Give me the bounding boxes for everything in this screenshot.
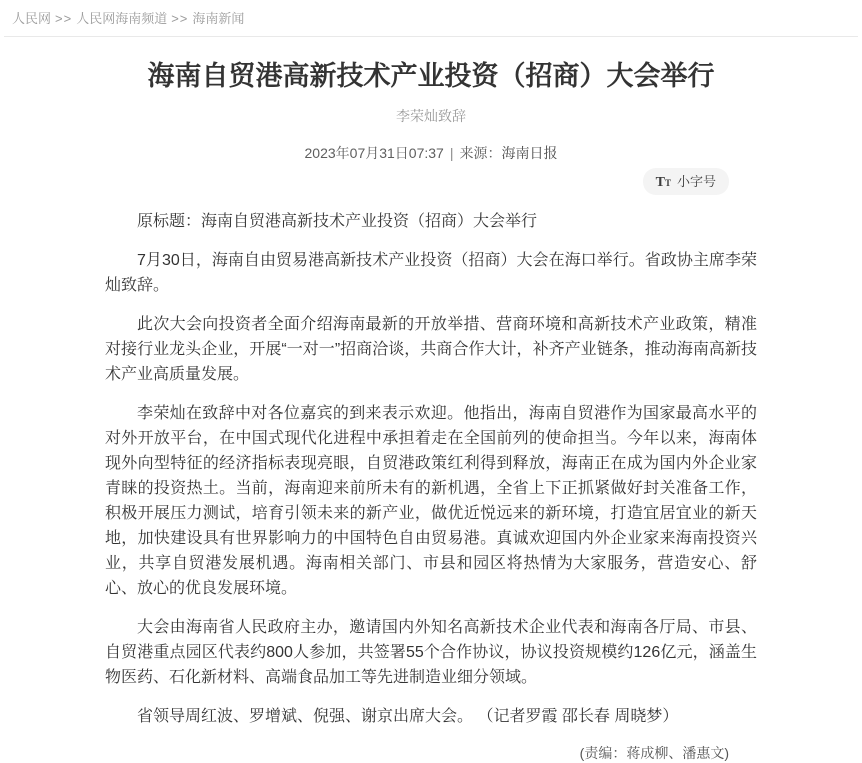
article-paragraph-original-title: 原标题：海南自贸港高新技术产业投资（招商）大会举行 bbox=[137, 213, 538, 230]
breadcrumb-separator: >> bbox=[171, 11, 189, 26]
font-size-button[interactable] bbox=[643, 168, 729, 195]
source-link[interactable]: 海南日报 bbox=[501, 145, 558, 161]
article-body bbox=[105, 209, 757, 729]
font-size-label: 小字号 bbox=[676, 174, 716, 189]
toolbar bbox=[105, 168, 757, 195]
breadcrumb bbox=[4, 0, 858, 37]
font-size-icon: T bbox=[655, 175, 665, 190]
breadcrumb-link-peoples-daily[interactable]: 人民网 bbox=[12, 11, 52, 26]
article-paragraph: 省领导周红波、罗增斌、倪强、谢京出席大会。 （记者罗霞 邵长春 周晓梦） bbox=[137, 708, 679, 725]
meta-separator: | bbox=[449, 145, 454, 161]
article-paragraph: 大会由海南省人民政府主办，邀请国内外知名高新技术企业代表和海南各厅局、市县、自贸港重点园区代表约800人参加，共签署55个合作协议，协议投资规模约126亿元，涵盖生物医药、石化新材料、高端食品加工等先进制造业细分领域。 bbox=[105, 619, 757, 686]
publish-date: 2023年07月31日07:37 bbox=[304, 145, 444, 161]
page-title: 海南自贸港高新技术产业投资（招商）大会举行 bbox=[147, 61, 715, 91]
article-meta bbox=[105, 143, 757, 163]
font-size-icon: T bbox=[664, 178, 671, 188]
breadcrumb-separator: >> bbox=[55, 11, 73, 26]
editor-note: (责编：蒋成柳、潘惠文) bbox=[579, 745, 729, 761]
article-paragraph: 此次大会向投资者全面介绍海南最新的开放举措、营商环境和高新技术产业政策，精准对接行业龙头企业，开展“一对一”招商洽谈，共商合作大计，补齐产业链条，推动海南高新技术产业高质量发展。 bbox=[105, 316, 757, 383]
article-container bbox=[105, 59, 757, 763]
breadcrumb-link-hainan-channel[interactable]: 人民网海南频道 bbox=[76, 11, 168, 26]
article-paragraph: 7月30日，海南自由贸易港高新技术产业投资（招商）大会在海口举行。省政协主席李荣灿致辞。 bbox=[105, 252, 757, 294]
article-subtitle: 李荣灿致辞 bbox=[396, 108, 466, 124]
article-paragraph: 李荣灿在致辞中对各位嘉宾的到来表示欢迎。他指出，海南自贸港作为国家最高水平的对外开放平台，在中国式现代化进程中承担着走在全国前列的使命担当。今年以来，海南体现外向型特征的经济指标表现亮眼，自贸港政策红利得到释放，海南正在成为国内外企业家青睐的投资热土。当前，海南迎来前所未有的新机遇，全省上下正抓紧做好封关准备工作，积极开展压力测试，培育引领未来的新产业，做优近悦远来的新环境，打造宜居宜业的新天地，加快建设具有世界影响力的中国特色自由贸易港。真诚欢迎国内外企业家来海南投资兴业，共享自贸港发展机遇。海南相关部门、市县和园区将热情为大家服务，营造安心、舒心、放心的优良发展环境。 bbox=[105, 405, 757, 597]
source-label: 来源： bbox=[459, 145, 502, 161]
breadcrumb-link-hainan-news[interactable]: 海南新闻 bbox=[192, 11, 245, 26]
